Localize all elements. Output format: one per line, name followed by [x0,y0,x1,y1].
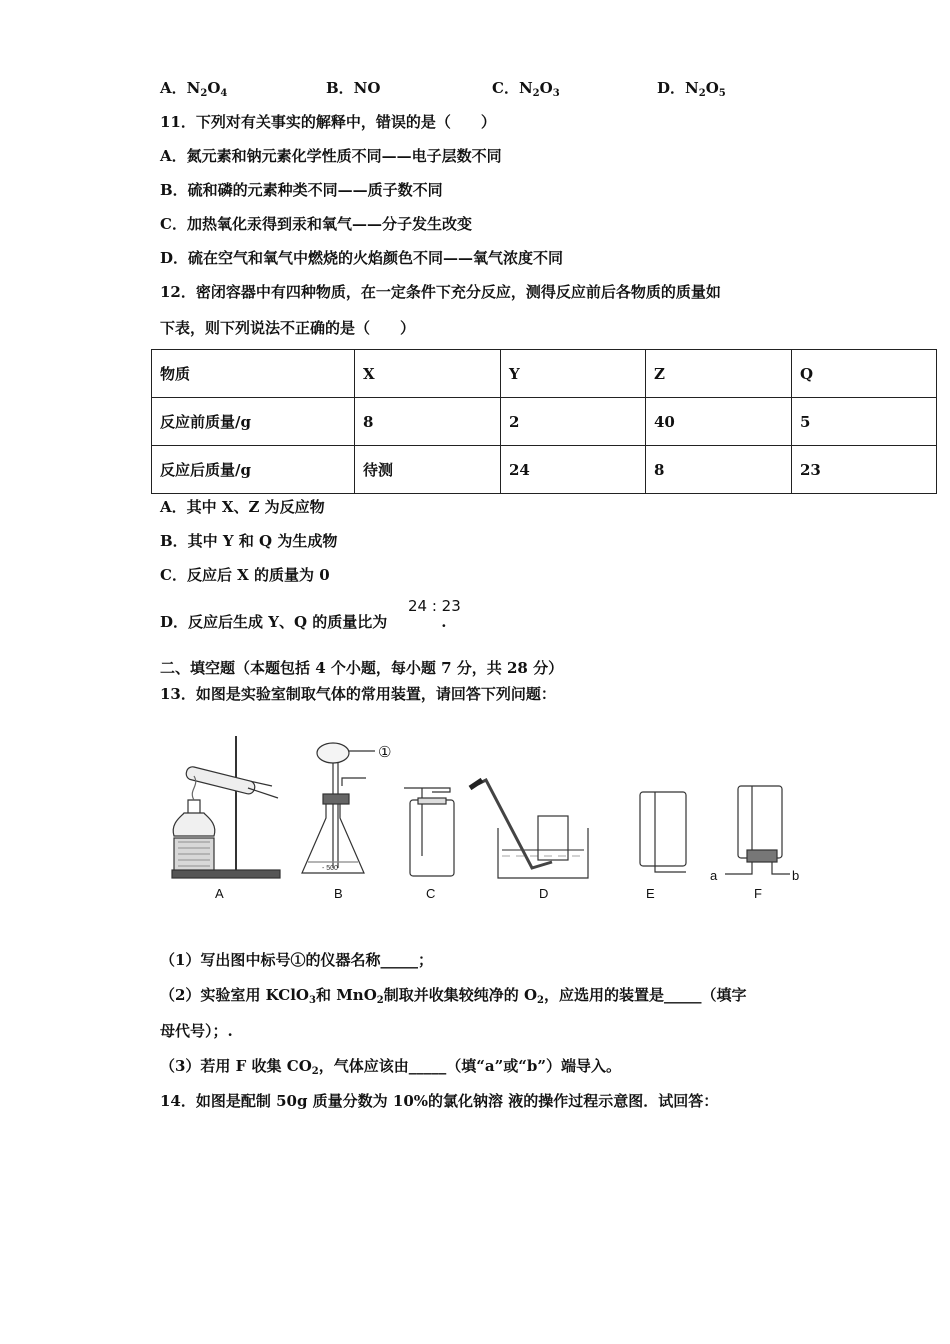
table-cell: 物质 [152,350,355,398]
lab-apparatus-figure [160,728,810,888]
q10-option-a: A．$N_2O_4$ [160,79,228,99]
q10-option-d: D．$N_2O_5$ [657,79,726,99]
table-cell: X [355,350,501,398]
figure-label-a: A [215,886,224,901]
table-cell: 8 [355,398,501,446]
q12-option-a: A．其中 X、Z 为反应物 [160,498,325,516]
q11-stem: 11．下列对有关事实的解释中，错误的是（ ） [160,113,496,131]
table-cell: 反应后质量/g [152,446,355,494]
q11-option-d: D．硫在空气和氧气中燃烧的火焰颜色不同——氧气浓度不同 [160,249,564,267]
q13-part-1: （1）写出图中标号①的仪器名称_____； [160,951,433,969]
section-heading: 二、填空题（本题包括 4 个小题，每小题 7 分，共 28 分） [160,659,564,677]
table-cell: 8 [646,446,792,494]
table-cell: 反应前质量/g [152,398,355,446]
q11-option-c: C．加热氧化汞得到汞和氧气——分子发生改变 [160,215,472,233]
apparatus-c [404,788,454,876]
table-cell: Z [646,350,792,398]
figure-label-b: B [334,886,343,901]
table-cell: 23 [792,446,937,494]
figure-label-c: C [426,886,436,901]
q12-option-c: C．反应后 X 的质量为 0 [160,566,330,584]
table-cell: 2 [501,398,646,446]
marker-1: ① [378,743,392,761]
figure-label-e: E [646,886,655,901]
figure-label-f: F [754,886,762,901]
table-cell: 5 [792,398,937,446]
table-row [152,350,937,398]
apparatus-b [302,743,391,873]
table-row [152,398,937,446]
q13-stem: 13．如图是实验室制取气体的常用装置，请回答下列问题： [160,685,556,703]
q12-option-d: D．反应后生成 Y、Q 的质量比为 . [160,613,447,631]
q11-option-b: B．硫和磷的元素种类不同——质子数不同 [160,181,443,199]
q13-part-2-line2: 母代号）；. [160,1022,233,1040]
apparatus-a [172,736,280,878]
apparatus-f [710,786,799,883]
q10-option-c: C．$N_2O_3$ [492,79,560,99]
table-cell: 40 [646,398,792,446]
q10-option-b: B．NO [326,79,381,97]
table-cell: 待测 [355,446,501,494]
q11-option-a: A．氮元素和钠元素化学性质不同——电子层数不同 [160,147,502,165]
apparatus-d [470,780,588,878]
table-row [152,446,937,494]
q13-part-2: （2）实验室用 KClO$_3$和 MnO$_2$制取并收集较纯净的 $O_2$，应选用的装置是_____（填字 [160,986,747,1006]
table-cell: 24 [501,446,646,494]
apparatus-e [640,792,686,872]
q14-stem: 14．如图是配制 50g 质量分数为 10%的氯化钠溶 液的操作过程示意图．试回答： [160,1092,719,1110]
q12-mass-table [151,349,937,494]
port-b-label: b [792,868,800,883]
table-cell: Y [501,350,646,398]
table-cell: Q [792,350,937,398]
q12-ratio-formula: 24 : 23 [408,597,461,615]
flask-text: - 500 [322,865,338,872]
figure-label-d: D [539,886,549,901]
port-a-label: a [710,868,718,883]
q12-stem-line2: 下表，则下列说法不正确的是（ ） [160,319,416,337]
q13-part-3: （3）若用 F 收集 $CO_2$，气体应该由_____（填“a”或“b”）端导入。 [160,1057,621,1077]
q12-stem-line1: 12．密闭容器中有四种物质，在一定条件下充分反应，测得反应前后各物质的质量如 [160,283,721,301]
q12-option-b: B．其中 Y 和 Q 为生成物 [160,532,338,550]
